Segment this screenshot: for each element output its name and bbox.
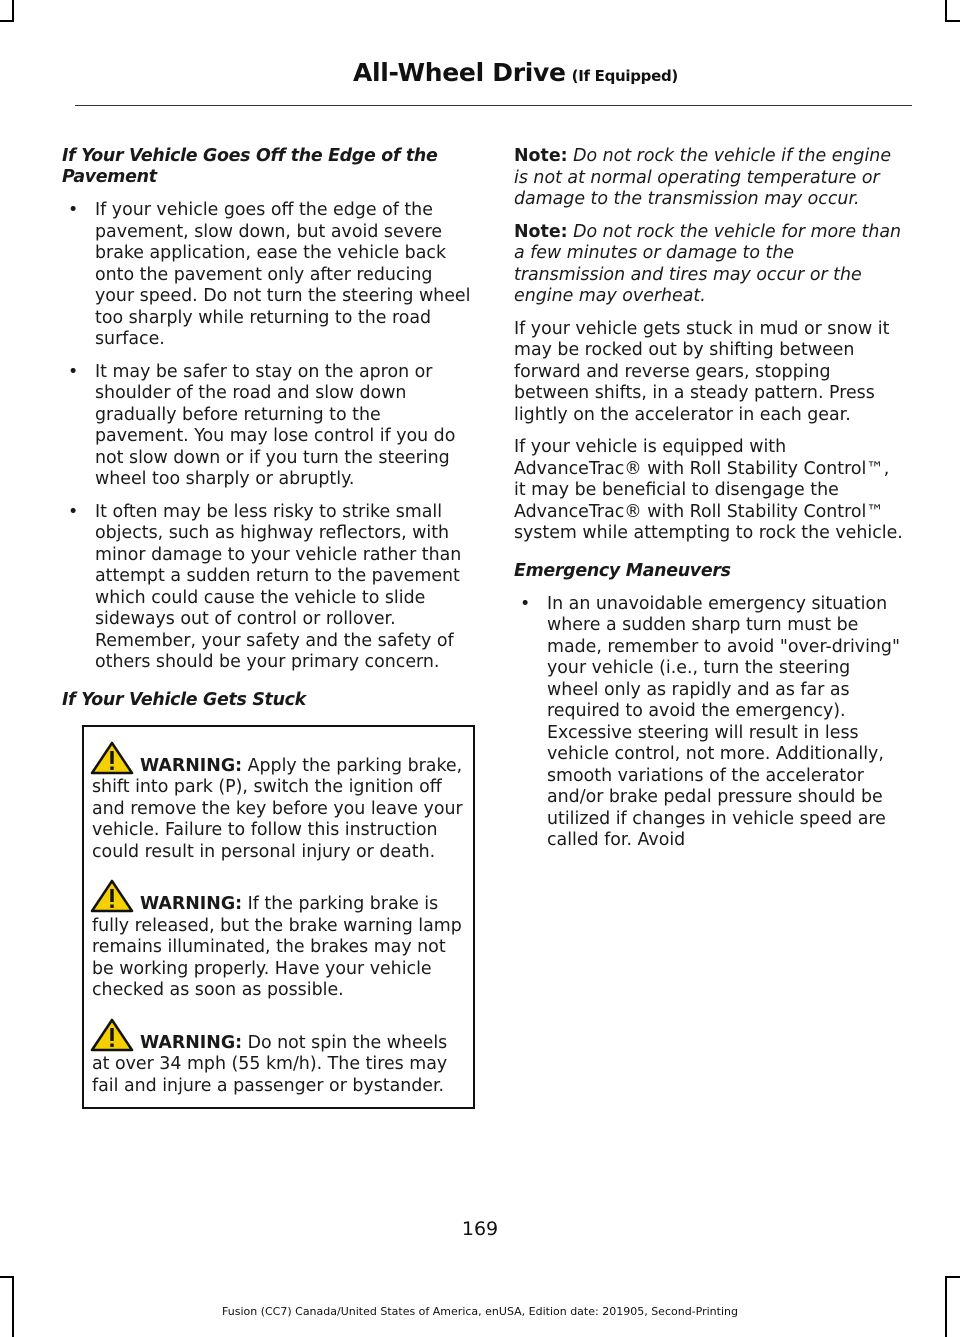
warning-triangle-icon bbox=[90, 1018, 134, 1052]
list-item bbox=[62, 200, 474, 351]
bullet: • bbox=[68, 501, 79, 522]
list-item-text: It may be safer to stay on the apron or shoulder of the road and slow down gradually before returning to the pavement. You may lose control if you do not slow down or if you turn the steering wheel too sharply or abruptly. bbox=[95, 361, 456, 489]
header-rule bbox=[75, 105, 912, 106]
warning-label: WARNING: bbox=[140, 1032, 243, 1053]
list-item bbox=[514, 594, 906, 852]
list-item-text: It often may be less risky to strike small objects, such as highway reflectors, with minor damage to your vehicle rather than attempt a sudden return to the pavement which could cause the vehicle to slide sideways out of control or rollover. Remember, your safety and the safety of others should be your primary concern. bbox=[95, 501, 462, 672]
right-column bbox=[514, 146, 906, 863]
left-column bbox=[62, 146, 474, 1109]
body-paragraph: If your vehicle gets stuck in mud or snow it may be rocked out by shifting between forward and reverse gears, stopping between shifts, in a steady pattern. Press lightly on the accelerator in each gear. bbox=[514, 318, 890, 425]
crop-mark bbox=[945, 1276, 960, 1278]
note-paragraph bbox=[514, 222, 906, 308]
warning-triangle-icon bbox=[90, 741, 134, 775]
body-paragraph: If your vehicle is equipped with AdvanceTrac® with Roll Stability Control™, it may be beneficial to disengage the AdvanceTrac® with Roll Stability Control™ system while attempting to rock the vehicle. bbox=[514, 437, 903, 543]
page-header bbox=[353, 58, 678, 87]
warning-text: Apply the parking brake, shift into park (P), switch the ignition off and remove the key before you leave your vehicle. Failure to follow this instruction could result in personal injury or death. bbox=[92, 755, 463, 862]
header-subtitle: (If Equipped) bbox=[571, 67, 678, 85]
crop-mark bbox=[0, 20, 14, 22]
note-label: Note: bbox=[514, 146, 568, 166]
note-text: Do not rock the vehicle if the engine is not at normal operating temperature or damage to the transmission may occur. bbox=[514, 146, 892, 209]
bullet: • bbox=[68, 200, 79, 220]
warning-item bbox=[92, 741, 465, 864]
note-label: Note: bbox=[514, 221, 568, 242]
warning-triangle-icon bbox=[90, 879, 134, 913]
note-paragraph bbox=[514, 146, 906, 211]
crop-mark bbox=[12, 0, 14, 22]
bullet: • bbox=[68, 361, 79, 382]
warning-item bbox=[92, 879, 465, 1002]
warning-label: WARNING: bbox=[140, 894, 243, 914]
list-item-text: In an unavoidable emergency situation where a sudden sharp turn must be made, remember to avoid "over-driving" your vehicle (i.e., turn the steering wheel only as rapidly and as far as required to avoid the emergency). Excessive steering will result in less vehicle control, not more. Additionally, smooth variations of the accelerator and/or brake pedal pressure should be utilized if changes in vehicle speed are called for. Avoid bbox=[547, 593, 900, 850]
warning-box bbox=[82, 725, 475, 1110]
warning-text: Do not spin the wheels at over 34 mph (55 km/h). The tires may fail and injure a passenger or bystander. bbox=[92, 1032, 448, 1096]
off-edge-bullet-list bbox=[62, 200, 474, 674]
section-heading-stuck: If Your Vehicle Gets Stuck bbox=[62, 689, 306, 710]
list-item bbox=[62, 502, 474, 674]
bullet: • bbox=[520, 593, 531, 614]
page-footer: Fusion (CC7) Canada/United States of America, enUSA, Edition date: 201905, Second-Printing bbox=[222, 1305, 738, 1318]
note-text: Do not rock the vehicle for more than a few minutes or damage to the transmission and tires may occur or the engine may overheat. bbox=[514, 221, 902, 306]
section-heading-emergency: Emergency Maneuvers bbox=[514, 560, 731, 581]
list-item-text: If your vehicle goes off the edge of the pavement, slow down, but avoid severe brake application, ease the vehicle back onto the pavement only after reducing your speed. Do not turn the steering wheel too sharply while returning to the road surface. bbox=[95, 200, 471, 349]
list-item bbox=[62, 362, 474, 491]
emergency-bullet-list bbox=[514, 594, 906, 852]
crop-mark bbox=[945, 0, 947, 22]
warning-text: If the parking brake is fully released, but the brake warning lamp remains illuminated, the brakes may not be working properly. Have your vehicle checked as soon as possible. bbox=[92, 894, 462, 1000]
section-heading-off-edge: If Your Vehicle Goes Off the Edge of the Pavement bbox=[62, 146, 438, 187]
crop-mark bbox=[0, 1276, 14, 1278]
warning-label: WARNING: bbox=[140, 755, 243, 776]
header-title: All-Wheel Drive bbox=[352, 58, 566, 87]
warning-item bbox=[92, 1018, 465, 1098]
crop-mark bbox=[945, 20, 960, 22]
page-number: 169 bbox=[461, 1218, 499, 1240]
